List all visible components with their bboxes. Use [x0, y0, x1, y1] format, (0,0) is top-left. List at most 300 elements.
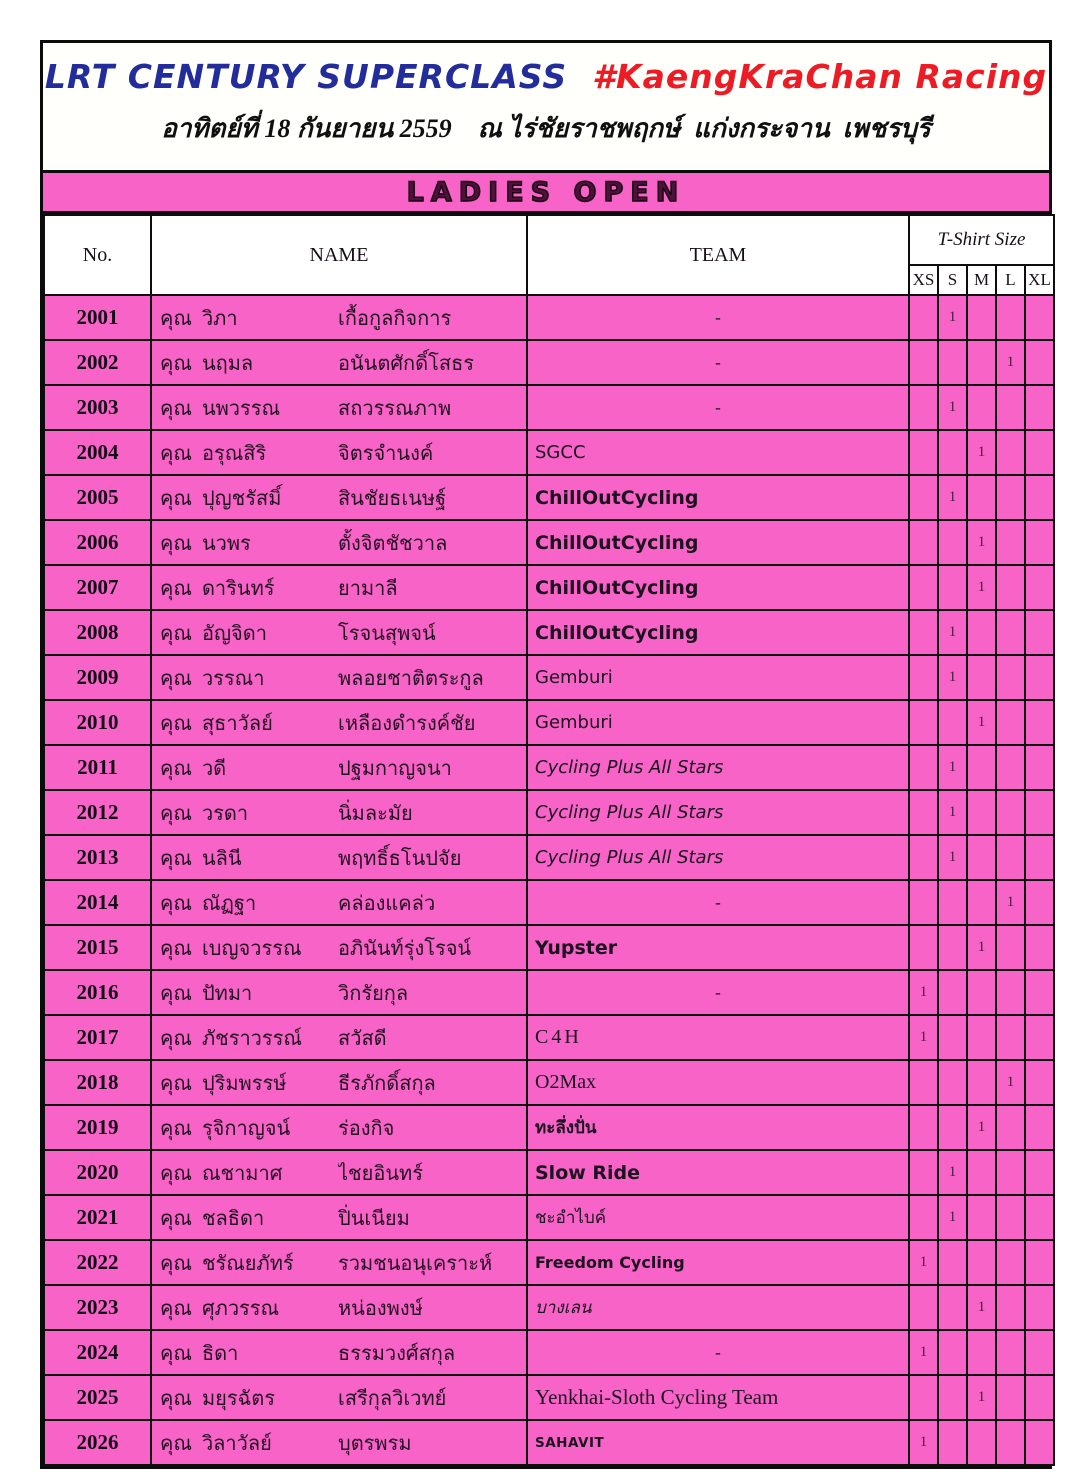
rider-name: [151, 1195, 527, 1240]
rider-name: [151, 745, 527, 790]
rider-name: [151, 385, 527, 430]
size-xs-cell: 1: [909, 1420, 938, 1465]
rider-firstname: คุณ ศุภวรรณ: [160, 1297, 280, 1320]
table-row: [44, 925, 1054, 970]
size-xl-cell: [1025, 1285, 1054, 1330]
size-xl-cell: [1025, 1060, 1054, 1105]
header-size-l: L: [996, 265, 1025, 295]
size-l-cell: [996, 610, 1025, 655]
size-l-cell: [996, 475, 1025, 520]
header-name: NAME: [151, 215, 527, 295]
rider-number: 2024: [44, 1330, 151, 1375]
rider-firstname: คุณ ดารินทร์: [160, 577, 275, 600]
size-xs-cell: [909, 475, 938, 520]
rider-number: 2019: [44, 1105, 151, 1150]
size-s-cell: [938, 1375, 967, 1420]
rider-firstname: คุณ วรดา: [160, 802, 249, 825]
rider-firstname: คุณ สุธาวัลย์: [160, 712, 273, 735]
header-size-xs: XS: [909, 265, 938, 295]
size-xs-cell: [909, 835, 938, 880]
size-xl-cell: [1025, 700, 1054, 745]
size-xs-cell: [909, 700, 938, 745]
size-m-cell: 1: [967, 565, 996, 610]
team-name: Cycling Plus All Stars: [527, 790, 909, 835]
size-s-cell: [938, 1285, 967, 1330]
size-xl-cell: [1025, 1195, 1054, 1240]
size-xs-cell: 1: [909, 970, 938, 1015]
event-title-main: LRT CENTURY SUPERCLASS: [44, 57, 568, 96]
size-m-cell: [967, 1060, 996, 1105]
size-m-cell: 1: [967, 1285, 996, 1330]
rider-lastname: สินชัยธเนษฐ์: [338, 487, 447, 510]
size-xs-cell: [909, 1105, 938, 1150]
table-row: [44, 520, 1054, 565]
size-xl-cell: [1025, 970, 1054, 1015]
size-l-cell: [996, 430, 1025, 475]
size-l-cell: [996, 565, 1025, 610]
size-l-cell: [996, 790, 1025, 835]
table-row: [44, 1330, 1054, 1375]
size-m-cell: [967, 475, 996, 520]
rider-name: [151, 1060, 527, 1105]
size-xs-cell: [909, 430, 938, 475]
table-body: [44, 295, 1054, 1465]
rider-firstname: คุณ ปัทมา: [160, 982, 253, 1005]
size-l-cell: [996, 1195, 1025, 1240]
size-m-cell: [967, 1240, 996, 1285]
size-s-cell: [938, 1420, 967, 1465]
team-name: Gemburi: [527, 655, 909, 700]
size-m-cell: [967, 880, 996, 925]
size-xs-cell: [909, 880, 938, 925]
table-row: [44, 1240, 1054, 1285]
size-s-cell: 1: [938, 610, 967, 655]
table-row: [44, 1150, 1054, 1195]
size-xl-cell: [1025, 1240, 1054, 1285]
team-name: -: [527, 880, 909, 925]
table-row: [44, 475, 1054, 520]
size-xl-cell: [1025, 520, 1054, 565]
size-s-cell: [938, 340, 967, 385]
size-l-cell: [996, 700, 1025, 745]
rider-name: [151, 790, 527, 835]
rider-number: 2012: [44, 790, 151, 835]
size-l-cell: [996, 655, 1025, 700]
rider-lastname: ยามาลี: [338, 577, 398, 600]
rider-name: [151, 475, 527, 520]
team-name: ทะลึ่งปั่น: [527, 1105, 909, 1150]
team-name: ชะอำไบค์: [527, 1195, 909, 1240]
size-l-cell: 1: [996, 880, 1025, 925]
size-m-cell: [967, 1015, 996, 1060]
team-name: Gemburi: [527, 700, 909, 745]
size-xs-cell: [909, 295, 938, 340]
rider-number: 2020: [44, 1150, 151, 1195]
rider-lastname: ปิ่นเนียม: [338, 1207, 410, 1230]
size-l-cell: [996, 1150, 1025, 1195]
size-xl-cell: [1025, 1105, 1054, 1150]
title-block: [43, 43, 1049, 170]
size-m-cell: [967, 970, 996, 1015]
rider-name: [151, 430, 527, 475]
table-row: [44, 880, 1054, 925]
size-l-cell: [996, 745, 1025, 790]
table-header: [44, 215, 1054, 295]
size-xl-cell: [1025, 745, 1054, 790]
size-s-cell: [938, 565, 967, 610]
rider-firstname: คุณ ปุญชรัสมิ์: [160, 487, 282, 510]
size-l-cell: [996, 1375, 1025, 1420]
size-l-cell: [996, 835, 1025, 880]
size-m-cell: 1: [967, 430, 996, 475]
team-name: Slow Ride: [527, 1150, 909, 1195]
size-xs-cell: 1: [909, 1240, 938, 1285]
rider-firstname: คุณ ธิดา: [160, 1342, 239, 1365]
table-row: [44, 1195, 1054, 1240]
table-row: [44, 700, 1054, 745]
rider-lastname: เหลืองดำรงค์ชัย: [338, 712, 476, 735]
size-m-cell: 1: [967, 1105, 996, 1150]
team-name: Yenkhai-Sloth Cycling Team: [527, 1375, 909, 1420]
rider-number: 2013: [44, 835, 151, 880]
rider-lastname: ร่องกิจ: [338, 1117, 395, 1140]
header-team: TEAM: [527, 215, 909, 295]
size-xl-cell: [1025, 340, 1054, 385]
team-name: Cycling Plus All Stars: [527, 835, 909, 880]
size-l-cell: [996, 385, 1025, 430]
size-m-cell: 1: [967, 520, 996, 565]
size-s-cell: [938, 700, 967, 745]
size-l-cell: [996, 1015, 1025, 1060]
rider-name: [151, 1105, 527, 1150]
size-l-cell: [996, 1420, 1025, 1465]
rider-lastname: เสรีกุลวิเวทย์: [338, 1387, 447, 1410]
size-s-cell: 1: [938, 790, 967, 835]
size-xl-cell: [1025, 1330, 1054, 1375]
rider-lastname: ปฐมกาญจนา: [338, 757, 452, 780]
team-name: ChillOutCycling: [527, 610, 909, 655]
size-m-cell: [967, 1330, 996, 1375]
size-m-cell: [967, 295, 996, 340]
rider-number: 2014: [44, 880, 151, 925]
rider-name: [151, 880, 527, 925]
rider-firstname: คุณ วรรณา: [160, 667, 265, 690]
rider-name: [151, 295, 527, 340]
rider-number: 2023: [44, 1285, 151, 1330]
team-name: ChillOutCycling: [527, 565, 909, 610]
rider-name: [151, 1015, 527, 1060]
size-m-cell: [967, 340, 996, 385]
rider-firstname: คุณ นฤมล: [160, 352, 254, 375]
header-tshirt-size: T-Shirt Size: [909, 215, 1054, 265]
rider-firstname: คุณ วิลาวัลย์: [160, 1432, 272, 1455]
size-m-cell: [967, 1420, 996, 1465]
size-xl-cell: [1025, 475, 1054, 520]
team-name: ChillOutCycling: [527, 475, 909, 520]
size-l-cell: 1: [996, 1060, 1025, 1105]
table-row: [44, 835, 1054, 880]
size-m-cell: [967, 610, 996, 655]
size-l-cell: [996, 1285, 1025, 1330]
size-m-cell: [967, 745, 996, 790]
table-row: [44, 1105, 1054, 1150]
rider-name: [151, 970, 527, 1015]
rider-number: 2016: [44, 970, 151, 1015]
rider-number: 2008: [44, 610, 151, 655]
team-name: SAHAVIT: [527, 1420, 909, 1465]
rider-lastname: ธรรมวงศ์สกุล: [338, 1342, 456, 1365]
size-xl-cell: [1025, 925, 1054, 970]
rider-lastname: อภินันท์รุ่งโรจน์: [338, 937, 472, 960]
size-xl-cell: [1025, 1150, 1054, 1195]
table-row: [44, 565, 1054, 610]
size-l-cell: [996, 1105, 1025, 1150]
rider-firstname: คุณ นวพร: [160, 532, 251, 555]
team-name: -: [527, 970, 909, 1015]
size-xs-cell: [909, 745, 938, 790]
team-name: -: [527, 340, 909, 385]
size-xs-cell: [909, 340, 938, 385]
size-s-cell: 1: [938, 655, 967, 700]
rider-firstname: คุณ ณัฏฐา: [160, 892, 257, 915]
size-xs-cell: [909, 610, 938, 655]
size-s-cell: [938, 880, 967, 925]
size-xl-cell: [1025, 610, 1054, 655]
size-l-cell: 1: [996, 340, 1025, 385]
size-s-cell: [938, 1015, 967, 1060]
size-m-cell: [967, 835, 996, 880]
rider-firstname: คุณ ชรัณยภัทร์: [160, 1252, 294, 1275]
rider-number: 2009: [44, 655, 151, 700]
size-s-cell: 1: [938, 1195, 967, 1240]
rider-firstname: คุณ รุจิกาญจน์: [160, 1117, 291, 1140]
size-xl-cell: [1025, 385, 1054, 430]
size-xs-cell: [909, 520, 938, 565]
size-xl-cell: [1025, 430, 1054, 475]
rider-lastname: สถวรรณภาพ: [338, 397, 452, 420]
size-xl-cell: [1025, 790, 1054, 835]
rider-name: [151, 835, 527, 880]
event-title: [43, 57, 1049, 96]
rider-name: [151, 1420, 527, 1465]
size-xs-cell: 1: [909, 1015, 938, 1060]
team-name: ChillOutCycling: [527, 520, 909, 565]
rider-lastname: พลอยชาติตระกูล: [338, 667, 484, 690]
size-s-cell: [938, 925, 967, 970]
rider-name: [151, 1330, 527, 1375]
size-s-cell: 1: [938, 1150, 967, 1195]
rider-name: [151, 925, 527, 970]
rider-name: [151, 565, 527, 610]
team-name: O2Max: [527, 1060, 909, 1105]
rider-name: [151, 340, 527, 385]
rider-name: [151, 1240, 527, 1285]
rider-lastname: คล่องแคล่ว: [338, 892, 436, 915]
team-name: Yupster: [527, 925, 909, 970]
header-size-s: S: [938, 265, 967, 295]
rider-firstname: คุณ ณชามาศ: [160, 1162, 283, 1185]
rider-firstname: คุณ วดี: [160, 757, 227, 780]
rider-name: [151, 1375, 527, 1420]
rider-number: 2006: [44, 520, 151, 565]
rider-number: 2021: [44, 1195, 151, 1240]
size-xs-cell: [909, 1375, 938, 1420]
rider-lastname: จิตรจำนงค์: [338, 442, 434, 465]
size-xl-cell: [1025, 655, 1054, 700]
size-s-cell: 1: [938, 385, 967, 430]
rider-number: 2005: [44, 475, 151, 520]
table-row: [44, 655, 1054, 700]
size-m-cell: [967, 790, 996, 835]
team-name: SGCC: [527, 430, 909, 475]
header-size-m: M: [967, 265, 996, 295]
rider-firstname: คุณ ปุริมพรรษ์: [160, 1072, 287, 1095]
rider-name: [151, 520, 527, 565]
team-name: Cycling Plus All Stars: [527, 745, 909, 790]
size-xl-cell: [1025, 295, 1054, 340]
rider-lastname: ตั้งจิตชัชวาล: [338, 532, 448, 555]
event-title-hashtag: #KaengKraChan Racing: [567, 57, 1048, 96]
size-l-cell: [996, 970, 1025, 1015]
table-row: [44, 430, 1054, 475]
team-name: Freedom Cycling: [527, 1240, 909, 1285]
rider-number: 2011: [44, 745, 151, 790]
size-m-cell: 1: [967, 700, 996, 745]
rider-number: 2022: [44, 1240, 151, 1285]
size-s-cell: [938, 1060, 967, 1105]
table-row: [44, 970, 1054, 1015]
rider-number: 2026: [44, 1420, 151, 1465]
size-xs-cell: [909, 565, 938, 610]
rider-number: 2004: [44, 430, 151, 475]
table-row: [44, 1375, 1054, 1420]
event-subtitle: อาทิตย์ที่ 18 กันยายน 2559 ณ ไร่ชัยราชพฤกษ์ แก่งกระจาน เพชรบุรี: [161, 114, 931, 143]
rider-lastname: นิ่มละมัย: [338, 802, 413, 825]
rider-number: 2001: [44, 295, 151, 340]
rider-number: 2010: [44, 700, 151, 745]
rider-lastname: ธีรภักดิ์สกุล: [338, 1072, 436, 1095]
table-row: [44, 1015, 1054, 1060]
rider-number: 2015: [44, 925, 151, 970]
rider-lastname: หน่องพงษ์: [338, 1297, 423, 1320]
size-s-cell: [938, 520, 967, 565]
rider-firstname: คุณ อรุณสิริ: [160, 442, 267, 465]
rider-firstname: คุณ ชลธิดา: [160, 1207, 265, 1230]
rider-lastname: รวมชนอนุเคราะห์: [338, 1252, 493, 1275]
rider-firstname: คุณ นลินี: [160, 847, 242, 870]
team-name: -: [527, 295, 909, 340]
rider-name: [151, 700, 527, 745]
size-xs-cell: [909, 1150, 938, 1195]
size-xs-cell: [909, 655, 938, 700]
size-xs-cell: [909, 1285, 938, 1330]
size-xl-cell: [1025, 835, 1054, 880]
size-xs-cell: 1: [909, 1330, 938, 1375]
rider-firstname: คุณ อัญจิดา: [160, 622, 267, 645]
table-row: [44, 790, 1054, 835]
size-l-cell: [996, 295, 1025, 340]
size-m-cell: [967, 1195, 996, 1240]
team-name: C4H: [527, 1015, 909, 1060]
team-name: -: [527, 385, 909, 430]
rider-firstname: คุณ มยุรฉัตร: [160, 1387, 275, 1410]
size-l-cell: [996, 1330, 1025, 1375]
size-xl-cell: [1025, 1420, 1054, 1465]
rider-lastname: โรจนสุพจน์: [338, 622, 436, 645]
size-s-cell: 1: [938, 835, 967, 880]
riders-table: [43, 214, 1055, 1466]
size-s-cell: 1: [938, 295, 967, 340]
rider-lastname: ไชยอินทร์: [338, 1162, 423, 1185]
rider-number: 2018: [44, 1060, 151, 1105]
table-row: [44, 385, 1054, 430]
rider-firstname: คุณ ภัชราวรรณ์: [160, 1027, 302, 1050]
size-s-cell: [938, 1330, 967, 1375]
rider-number: 2007: [44, 565, 151, 610]
table-row: [44, 340, 1054, 385]
team-name: บางเลน: [527, 1285, 909, 1330]
size-xl-cell: [1025, 880, 1054, 925]
header-size-xl: XL: [1025, 265, 1054, 295]
size-l-cell: [996, 1240, 1025, 1285]
table-row: [44, 1060, 1054, 1105]
registration-sheet: [40, 40, 1052, 1469]
table-row: [44, 1285, 1054, 1330]
size-l-cell: [996, 520, 1025, 565]
size-m-cell: [967, 655, 996, 700]
size-m-cell: [967, 1150, 996, 1195]
table-row: [44, 1420, 1054, 1465]
rider-lastname: พฤทธิ์ธโนปจัย: [338, 847, 462, 870]
rider-firstname: คุณ นพวรรณ: [160, 397, 281, 420]
rider-name: [151, 1150, 527, 1195]
size-s-cell: 1: [938, 745, 967, 790]
size-xs-cell: [909, 925, 938, 970]
size-s-cell: [938, 1105, 967, 1150]
rider-lastname: บุตรพรม: [338, 1432, 412, 1455]
rider-lastname: สวัสดี: [338, 1027, 387, 1050]
header-no: No.: [44, 215, 151, 295]
category-banner: LADIES OPEN: [43, 170, 1049, 214]
table-row: [44, 295, 1054, 340]
rider-number: 2002: [44, 340, 151, 385]
table-row: [44, 745, 1054, 790]
size-s-cell: [938, 1240, 967, 1285]
size-xs-cell: [909, 1195, 938, 1240]
table-row: [44, 610, 1054, 655]
size-l-cell: [996, 925, 1025, 970]
team-name: -: [527, 1330, 909, 1375]
size-s-cell: 1: [938, 475, 967, 520]
size-s-cell: [938, 430, 967, 475]
size-xl-cell: [1025, 565, 1054, 610]
rider-number: 2017: [44, 1015, 151, 1060]
size-s-cell: [938, 970, 967, 1015]
size-m-cell: 1: [967, 1375, 996, 1420]
size-xs-cell: [909, 385, 938, 430]
rider-lastname: เกื้อกูลกิจการ: [338, 307, 452, 330]
size-xl-cell: [1025, 1015, 1054, 1060]
rider-name: [151, 655, 527, 700]
rider-lastname: วิกรัยกุล: [338, 982, 409, 1005]
rider-firstname: คุณ เบญจวรรณ: [160, 937, 302, 960]
size-m-cell: 1: [967, 925, 996, 970]
rider-name: [151, 610, 527, 655]
rider-firstname: คุณ วิภา: [160, 307, 238, 330]
size-xs-cell: [909, 790, 938, 835]
size-xl-cell: [1025, 1375, 1054, 1420]
rider-number: 2003: [44, 385, 151, 430]
